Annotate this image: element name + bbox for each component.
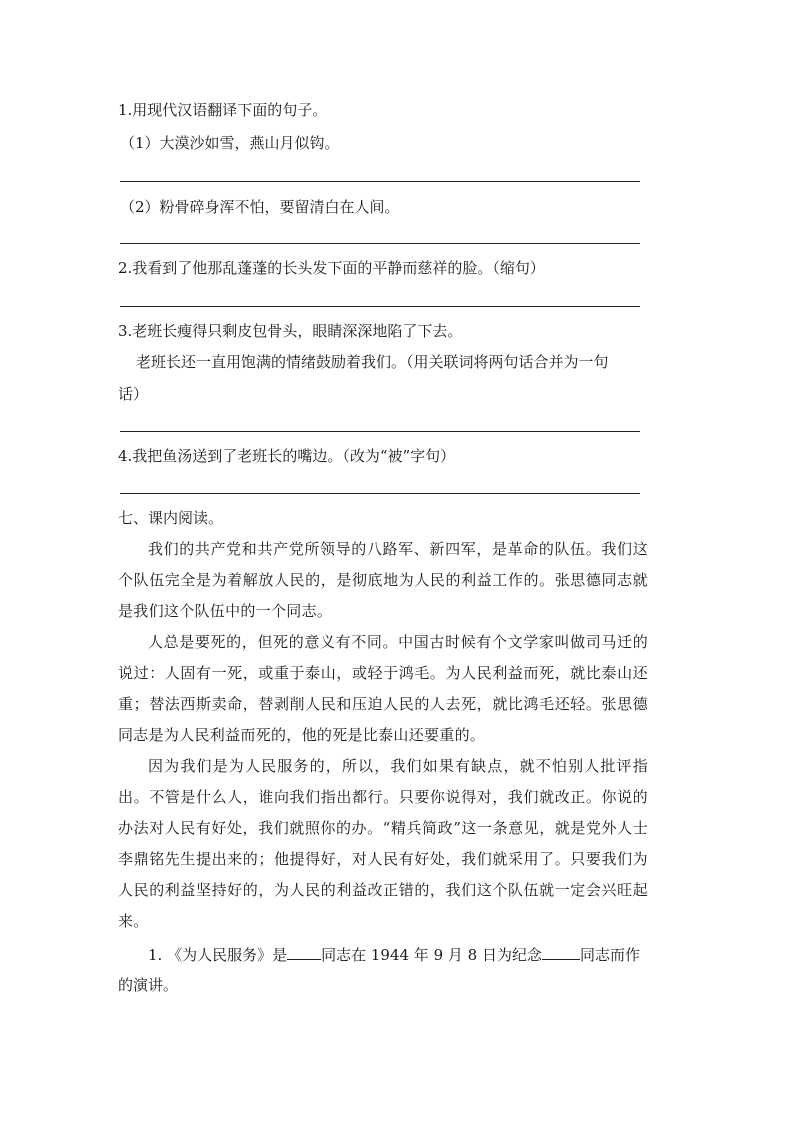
answer-line-4[interactable] <box>120 431 640 432</box>
section7-heading: 七、课内阅读。 <box>118 509 224 527</box>
reading-paragraph-1: 我们的共产党和共产党所领导的八路军、新四军，是革命的队伍。我们这个队伍完全是为着解放人民的，是彻底地为人民的利益工作的。张思德同志就是我们这个队伍中的一个同志。 <box>118 540 648 620</box>
question-1-part2: 同志在 1944 年 9 月 8 日为纪念 <box>321 946 542 964</box>
q2-text: 2.我看到了他那乱蓬蓬的长头发下面的平静而慈祥的脸。（缩句） <box>118 259 545 277</box>
question-1-part3: 同志而作 <box>579 946 640 964</box>
question-1-part1: 1. 《为人民服务》是 <box>148 946 288 964</box>
reading-question-1-cont: 的演讲。 <box>118 976 179 994</box>
q3-line3: 话） <box>118 385 149 403</box>
q3-line2: 老班长还一直用饱满的情绪鼓励着我们。（用关联词将两句话合并为一句 <box>136 353 609 371</box>
q1-item2: （2）粉骨碎身浑不怕，要留清白在人间。 <box>120 198 400 216</box>
answer-line-1[interactable] <box>120 181 640 182</box>
answer-line-5[interactable] <box>120 493 640 494</box>
answer-blank-2[interactable] <box>542 944 580 960</box>
reading-paragraph-3: 因为我们是为人民服务的，所以，我们如果有缺点，就不怕别人批评指出。不管是什么人，谁向我们指出都行。只要你说得对，我们就改正。你说的办法对人民有好处，我们就照你的办。“精兵简政”这一条意见，就是党外人士李鼎铭先生提出来的；他提得好，对人民有好处，我们就采用了。只要我们为人民的利益坚持好的，为人民的利益改正错的，我们这个队伍就一定会兴旺起来。 <box>118 757 648 930</box>
q3-line1: 3.老班长瘦得只剩皮包骨头，眼睛深深地陷了下去。 <box>118 322 463 340</box>
reading-paragraph-2: 人总是要死的，但死的意义有不同。中国古时候有个文学家叫做司马迁的说过：人固有一死，或重于泰山，或轻于鸿毛。为人民利益而死，就比泰山还重；替法西斯卖命，替剥削人民和压迫人民的人去死，就比鸿毛还轻。张思德同志是为人民利益而死的，他的死是比泰山还要重的。 <box>118 633 648 744</box>
answer-line-3[interactable] <box>120 306 640 307</box>
reading-question-1 <box>148 944 640 965</box>
answer-blank-1[interactable] <box>287 944 321 960</box>
q1-item1: （1）大漠沙如雪，燕山月似钩。 <box>120 134 340 152</box>
q1-title: 1.用现代汉语翻译下面的句子。 <box>118 101 328 119</box>
q4-text: 4.我把鱼汤送到了老班长的嘴边。（改为“被”字句） <box>118 447 456 465</box>
answer-line-2[interactable] <box>120 243 640 244</box>
